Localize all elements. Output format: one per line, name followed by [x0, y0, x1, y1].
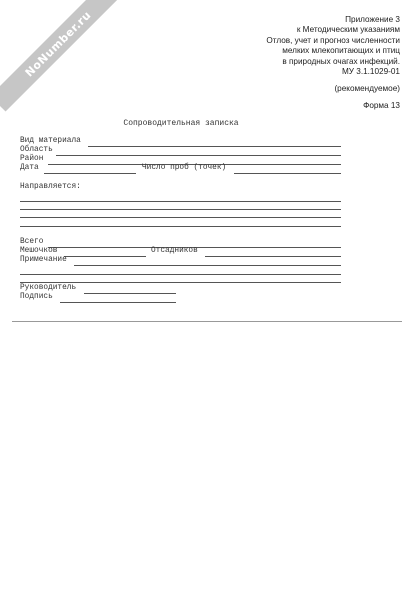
- header-line-subject-2: мелких млекопитающих и птиц: [282, 46, 400, 56]
- field-note-line-3[interactable]: [20, 282, 341, 283]
- field-head-line[interactable]: [84, 293, 176, 294]
- document-header: [266, 15, 400, 77]
- header-line-subject: Отлов, учет и прогноз численности: [266, 35, 400, 45]
- document-title: Сопроводительная записка: [123, 119, 239, 128]
- label-head: Руководитель: [20, 284, 77, 292]
- label-material-type: Вид материала: [20, 137, 81, 145]
- field-sent-to-line-2[interactable]: [20, 209, 341, 210]
- watermark-text: NoNumber.ru: [22, 8, 94, 80]
- label-district: Район: [20, 155, 44, 163]
- field-bags-line[interactable]: [64, 256, 146, 257]
- label-bags: Мешочков: [20, 247, 58, 255]
- watermark-band: [0, 0, 126, 112]
- form-number: Форма 13: [363, 101, 400, 110]
- label-region: Область: [20, 146, 53, 154]
- field-signature-line[interactable]: [60, 302, 176, 303]
- label-note: Примечание: [20, 256, 67, 264]
- header-line-appendix: Приложение 3: [345, 15, 400, 24]
- field-sent-to-line-3[interactable]: [20, 217, 341, 218]
- field-sent-to-line-4[interactable]: [20, 226, 341, 227]
- field-sample-count-line[interactable]: [234, 173, 341, 174]
- field-material-type-line[interactable]: [88, 146, 341, 147]
- label-signature: Подпись: [20, 293, 53, 301]
- label-sent-to: Направляется:: [20, 183, 81, 191]
- field-region-line[interactable]: [56, 155, 341, 156]
- label-traps: Отсадников: [151, 247, 198, 255]
- recommended-label: (рекомендуемое): [334, 84, 400, 93]
- bottom-separator: [12, 321, 402, 322]
- label-total: Всего: [20, 238, 44, 246]
- field-note-line-1[interactable]: [74, 265, 341, 266]
- label-sample-count: Число проб (точек): [142, 164, 227, 172]
- label-date: Дата: [20, 164, 39, 172]
- header-line-guidelines: к Методическим указаниям: [296, 25, 400, 35]
- field-traps-line[interactable]: [205, 256, 341, 257]
- field-note-line-2[interactable]: [20, 274, 341, 275]
- field-date-line[interactable]: [44, 173, 136, 174]
- field-sent-to-line-1[interactable]: [20, 201, 341, 202]
- header-line-subject-3: в природных очагах инфекций.: [282, 56, 400, 66]
- header-line-code: МУ 3.1.1029-01: [341, 67, 400, 77]
